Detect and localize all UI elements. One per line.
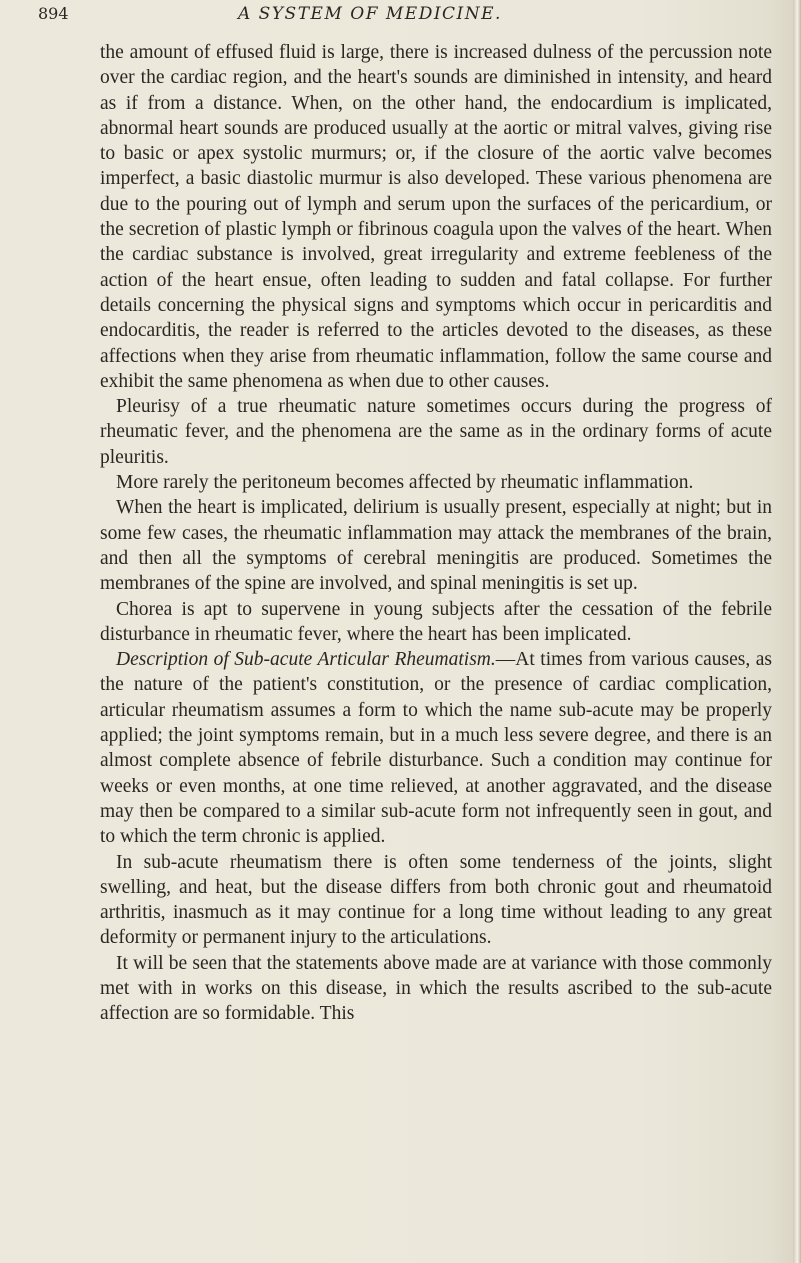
paragraph-pleurisy: Pleurisy of a true rheumatic nature sometimes occurs during the progress of rheumatic fever, and the phenomena are the same as in the ordinary forms of acute pleuritis. (100, 396, 772, 468)
paragraph-delirium: When the heart is implicated, delirium is usually present, especially at night; but in some few cases, the rheumatic inflammation may attack the membranes of the brain, and then all the symptoms of cerebral meningitis are produced. Sometimes the membranes of the spine are involved, and spinal meningitis is set up. (100, 497, 772, 595)
section-heading: Description of Sub-acute Articular Rheumatism. (116, 649, 496, 671)
page-number: 894 (38, 4, 69, 23)
page-edge (793, 0, 801, 1263)
paragraph-peritoneum: More rarely the peritoneum becomes affected by rheumatic inflammation. (116, 472, 694, 494)
page-header (38, 4, 778, 34)
body-text (100, 40, 772, 1027)
paragraph-pericardium: the amount of effused fluid is large, there is increased dulness of the percussion note over the cardiac region, and the heart's sounds are diminished in intensity, and heard as if from a distance. When, on the other hand, the endocardium is implicated, abnormal heart sounds are produced usually at the aortic or mitral valves, giving rise to basic or apex systolic murmurs; or, if the closure of the aortic valve becomes imperfect, a basic diastolic murmur is also developed. These various phenomena are due to the pouring out of lymph and serum upon the surfaces of the pericardium, or the secretion of plastic lymph or fibrinous coagula upon the valves of the heart. When the cardiac substance is involved, great irregularity and extreme feebleness of the action of the heart ensue, often leading to sudden and fatal collapse. For further details concerning the physical signs and symptoms which occur in pericarditis and endocarditis, the reader is referred to the articles devoted to the diseases, as these affections when they arise from rheumatic inflammation, follow the same course and exhibit the same phenomena as when due to other causes. (100, 42, 772, 392)
paragraph-chorea: Chorea is apt to supervene in young subjects after the cessation of the febrile disturbance in rheumatic fever, where the heart has been implicated. (100, 598, 772, 645)
paragraph-tenderness: In sub-acute rheumatism there is often some tenderness of the joints, slight swelling, and heat, but the disease differs from both chronic gout and rheumatoid arthritis, inasmuch as it may continue for a long time without leading to any great deformity or permanent injury to the articulations. (100, 851, 772, 949)
paragraph-subacute-description (100, 647, 772, 849)
paragraph-statements: It will be seen that the statements above made are at variance with those commonly met with in works on this disease, in which the results ascribed to the sub-acute affection are so formidable. This (100, 952, 772, 1025)
running-head: A SYSTEM OF MEDICINE. (238, 4, 502, 24)
paragraph-subacute-text: —At times from various causes, as the nature of the patient's constitution, or the presence of cardiac complication, articular rheumatism assumes a form to which the name sub-acute may be properly applied; the joint symptoms remain, but in a much less severe degree, and there is an almost complete absence of febrile disturbance. Such a condition may continue for weeks or even months, at one time relieved, at another aggravated, and the disease may then be compared to a similar sub-acute form not infrequently seen in gout, and to which the term chronic is applied. (100, 649, 772, 848)
